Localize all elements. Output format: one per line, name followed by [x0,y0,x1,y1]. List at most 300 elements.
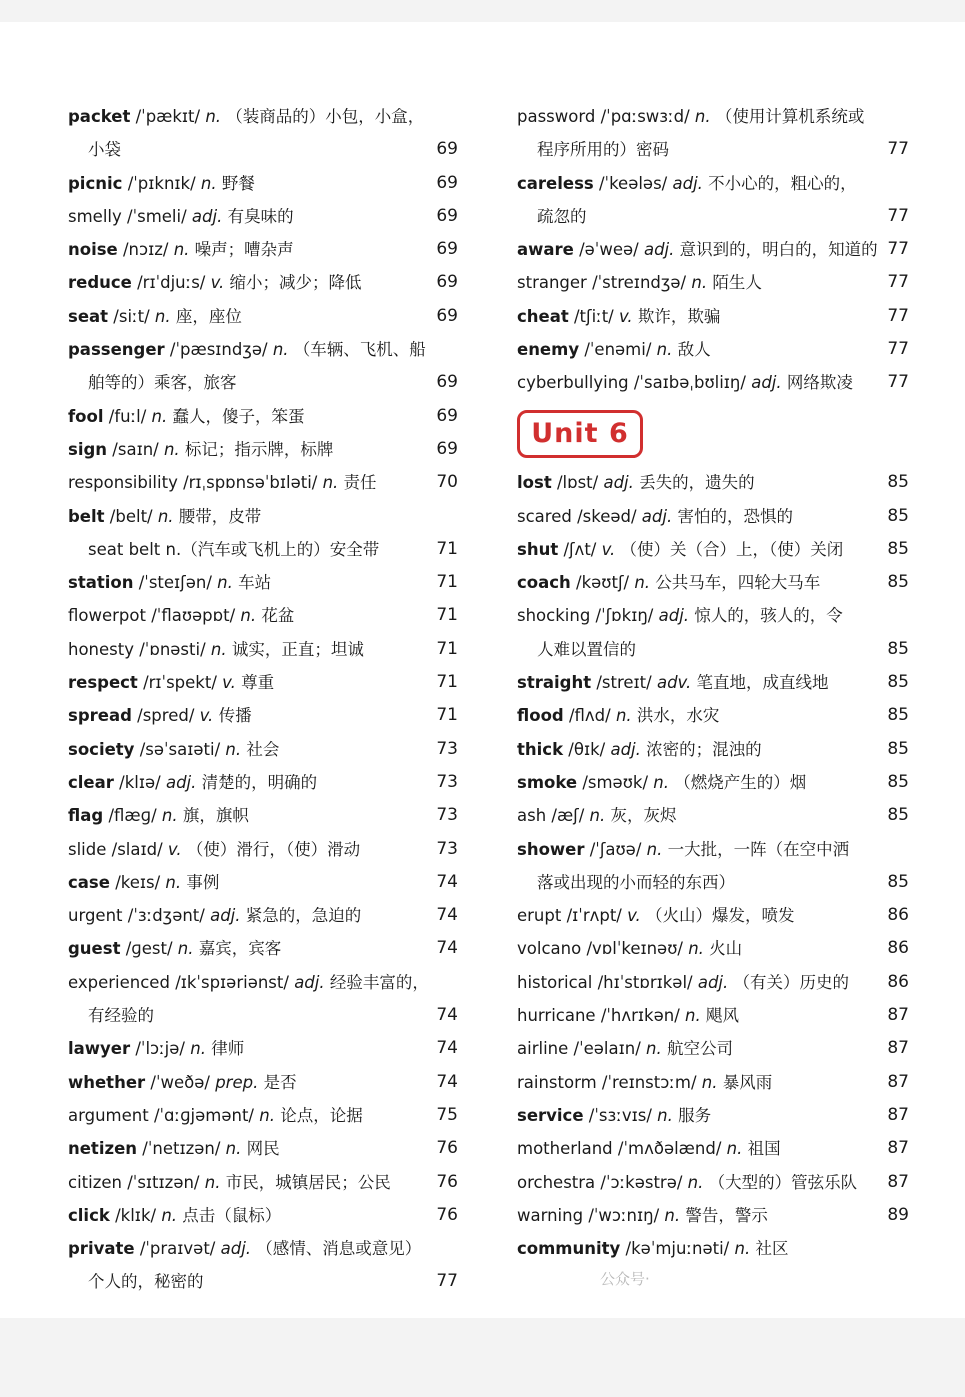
phonetic: /belt/ [109,506,153,526]
vocab-entry-continuation [68,1265,458,1298]
page-number: 85 [887,538,909,559]
definition: 花盆 [261,606,295,626]
vocab-entry [68,799,458,832]
part-of-speech: v. [601,539,616,559]
headword: service [517,1105,584,1125]
phonetic: /ˈpɪknɪk/ [127,173,196,193]
vocab-entry [517,899,909,932]
part-of-speech: v. [210,273,225,293]
definition: 旗，旗帜 [182,806,249,826]
part-of-speech: adj. [165,772,197,792]
vocab-entry-continuation [517,633,909,666]
phonetic: /ˈsteɪʃən/ [138,573,212,593]
headword: lawyer [68,1039,131,1059]
definition: 嘉宾，宾客 [198,939,282,959]
part-of-speech: adj. [210,906,241,926]
definition: 陌生人 [712,273,762,293]
entry-text [517,1132,781,1165]
entry-continuation-text: 人难以置信的 [537,639,636,659]
definition: 网络欺凌 [786,373,853,393]
vocabulary-page [0,22,965,1318]
vocab-entry [517,366,909,399]
entry-text [68,167,255,200]
headword: citizen [68,1172,122,1192]
part-of-speech: n. [161,806,178,826]
part-of-speech: n. [653,772,669,792]
phonetic: /ˈkeələs/ [598,173,668,193]
entry-text [517,932,742,965]
phonetic: /spred/ [137,706,195,726]
entry-text [517,833,849,866]
phonetic: /sməʊk/ [582,772,649,792]
page-number: 85 [887,638,909,659]
page-number: 69 [436,172,458,193]
headword: case [68,872,110,892]
part-of-speech: n. [691,273,708,293]
phonetic: /ˈlɔːjə/ [135,1039,185,1059]
part-of-speech: n. [173,240,190,260]
vocab-entry [68,300,458,333]
definition: （有关）历史的 [733,972,850,992]
phonetic: /ˈhʌrɪkən/ [600,1006,680,1026]
vocab-entry [517,167,909,200]
phonetic: /skeəd/ [577,506,637,526]
part-of-speech: n. [157,506,174,526]
page-number: 85 [887,672,909,693]
part-of-speech: adj. [220,1239,252,1259]
headword: urgent [68,906,123,926]
page-number: 69 [436,139,458,160]
entry-text [68,333,426,366]
headword: responsibility [68,473,178,493]
definition: 蠢人，傻子，笨蛋 [172,406,305,426]
page-number: 74 [436,938,458,959]
phonetic: /ˈstreɪndʒə/ [592,273,687,293]
headword: careless [517,173,594,193]
entry-text [68,400,305,433]
page-number: 74 [436,1071,458,1092]
headword: shocking [517,606,591,626]
headword: ash [517,806,547,826]
entry-text [68,733,279,766]
vocab-entry [68,1232,458,1265]
entry-text [517,1099,711,1132]
headword: shower [517,839,585,859]
headword: seat [68,306,109,326]
entry-text [68,666,274,699]
phonetic: /ˈɜːdʒənt/ [127,906,205,926]
definition: 灰，灰烬 [610,806,677,826]
part-of-speech: n. [161,1205,178,1225]
definition: 祖国 [747,1139,781,1159]
entry-continuation-text: 疏忽的 [537,206,587,226]
entry-text [517,333,711,366]
phonetic: /saɪn/ [112,439,159,459]
phonetic: /kəʊtʃ/ [576,573,630,593]
part-of-speech: adj. [191,206,223,226]
phonetic: /siːt/ [113,306,150,326]
phonetic: /ɡest/ [125,939,173,959]
page-number: 69 [436,438,458,459]
definition: 惊人的，骇人的，令 [694,606,843,626]
phonetic: /slaɪd/ [111,839,163,859]
page-number: 76 [436,1171,458,1192]
part-of-speech: n. [272,340,289,360]
entry-text [517,666,828,699]
part-of-speech: adj. [672,173,703,193]
entry-text [68,1199,281,1232]
vocab-entry [68,100,458,133]
phonetic: /ɪˈrʌpt/ [566,906,622,926]
headword: erupt [517,906,562,926]
page-number: 77 [887,239,909,260]
definition: 标记；指示牌，标牌 [184,439,334,459]
vocab-entry [68,899,458,932]
page-number: 77 [887,139,909,160]
page-number: 69 [436,405,458,426]
vocab-entry [68,633,458,666]
page-number: 69 [436,272,458,293]
entry-text [517,300,720,333]
vocab-entry [517,333,909,366]
headword: aware [517,240,574,260]
part-of-speech: adv. [656,673,692,693]
phonetic: /vɒlˈkeɪnəʊ/ [586,939,683,959]
page-number: 76 [436,1138,458,1159]
definition: 诚实，正直；坦诚 [231,639,364,659]
vocab-entry [517,266,909,299]
phonetic: /ˈsmeli/ [127,206,187,226]
vocab-entry [517,466,909,499]
entry-text [68,866,219,899]
vocab-entry [517,1232,909,1265]
definition: （感情、消息或意见） [256,1239,422,1259]
vocab-entry [68,699,458,732]
vocab-entry [517,100,909,133]
vocab-entry [68,1032,458,1065]
entry-text [517,366,853,399]
entry-text [517,1199,768,1232]
definition: 害怕的，恐惧的 [677,506,793,526]
unit-label: Unit 6 [531,417,629,449]
phonetic: /rɪˈspekt/ [143,673,217,693]
entry-text [68,200,294,233]
definition: 欺诈，欺骗 [637,306,721,326]
entry-text [517,1066,772,1099]
page-number: 71 [436,705,458,726]
definition: 腰带，皮带 [178,506,262,526]
entry-text [68,699,252,732]
entry-text [68,1032,244,1065]
definition: 噪声；嘈杂声 [194,240,294,260]
headword: orchestra [517,1172,596,1192]
entry-text [68,266,362,299]
vocab-entry [517,999,909,1032]
vocab-entry [68,932,458,965]
entry-text [68,799,249,832]
headword: respect [68,673,138,693]
page-number: 71 [436,572,458,593]
phonetic: /hɪˈstɒrɪkəl/ [597,972,693,992]
part-of-speech: n. [200,173,217,193]
page-number: 74 [436,1038,458,1059]
page-number: 87 [887,1005,909,1026]
entry-text [517,100,864,133]
vocab-entry [68,733,458,766]
page-number: 70 [436,472,458,493]
entry-text [68,566,271,599]
headword: historical [517,972,593,992]
phonetic: /ˈpækɪt/ [135,107,201,126]
part-of-speech: n. [204,1172,221,1192]
definition: 社会 [246,739,280,759]
part-of-speech: n. [240,606,257,626]
vocab-entry-continuation [68,999,458,1032]
page-number: 71 [436,605,458,626]
vocab-entry [517,932,909,965]
definition: 笔直地，成直线地 [696,673,829,693]
phonetic: /klɪə/ [119,772,161,792]
part-of-speech: v. [627,906,641,926]
headword: password [517,107,596,126]
definition: （装商品的）小包，小盒， [226,107,425,126]
vocab-entry-continuation [68,133,458,166]
definition: 丢失的，遗失的 [639,473,755,493]
definition: 航空公司 [666,1039,733,1059]
entry-text [517,899,795,932]
headword: belt [68,506,105,526]
headword: picnic [68,173,123,193]
entry-text [68,833,360,866]
definition: 车站 [238,573,272,593]
phonetic: /ˈʃɒkɪŋ/ [595,606,654,626]
entry-text [88,1265,204,1298]
headword: honesty [68,639,134,659]
bottom-margin-band [0,1318,965,1397]
part-of-speech: n. [177,939,194,959]
headword: enemy [517,340,580,360]
headword: smelly [68,206,122,226]
page-number: 87 [887,1138,909,1159]
page-number: 69 [436,372,458,393]
definition: 敌人 [677,340,711,360]
part-of-speech: n. [656,340,673,360]
part-of-speech: n. [165,872,182,892]
entry-text [517,566,820,599]
part-of-speech: n. [205,107,222,126]
vocab-entry-continuation [68,366,458,399]
part-of-speech: n. [615,706,632,726]
vocab-entry [68,866,458,899]
part-of-speech: v. [167,839,182,859]
part-of-speech: n. [217,573,233,593]
left-column [68,100,458,1299]
vocab-entry [517,733,909,766]
entry-text [537,200,587,233]
vocab-entry [517,1132,909,1165]
part-of-speech: n. [664,1205,681,1225]
entry-text [68,899,361,932]
phonetic: /ˈɔːkəstrə/ [600,1172,683,1192]
headword: thick [517,739,564,759]
page-number: 89 [887,1204,909,1225]
page-number: 74 [436,1005,458,1026]
headword: straight [517,673,592,693]
definition: 火山 [709,939,743,959]
vocab-entry [517,500,909,533]
part-of-speech: n. [685,1006,701,1026]
page-number: 71 [436,638,458,659]
headword: guest [68,939,121,959]
page-number: 77 [887,372,909,393]
phonetic: /ˈenəmi/ [584,340,652,360]
definition: （火山）爆发，喷发 [646,906,795,926]
headword: volcano [517,939,582,959]
vocab-entry [517,666,909,699]
part-of-speech: n. [225,1139,242,1159]
headword: motherland [517,1139,613,1159]
vocab-entry [68,333,458,366]
vocab-entry [68,966,458,999]
page-number: 77 [887,272,909,293]
vocab-entry [68,1099,458,1132]
page-number: 73 [436,738,458,759]
vocab-entry [68,599,458,632]
headword: cheat [517,306,569,326]
vocab-entry [517,699,909,732]
part-of-speech: adj. [603,473,634,493]
part-of-speech: n. [322,473,339,493]
entry-text [517,799,677,832]
part-of-speech: n. [726,1139,743,1159]
definition: 传播 [218,706,252,726]
phonetic: /rɪˌspɒnsəˈbɪləti/ [183,473,318,493]
phonetic: /ˈmʌðəlænd/ [617,1139,722,1159]
phonetic: /ˈsɜːvɪs/ [588,1105,652,1125]
entry-text [88,366,237,399]
headword: scared [517,506,572,526]
phonetic: /ˈʃaʊə/ [589,839,642,859]
phonetic: /tʃiːt/ [574,306,614,326]
headword: fool [68,406,104,426]
vocab-entry [68,466,458,499]
definition: （使）滑行，（使）滑动 [186,839,361,859]
phonetic: /ˈweðə/ [150,1072,210,1092]
phonetic: /flʌd/ [568,706,611,726]
part-of-speech: n. [151,406,168,426]
vocab-entry [68,833,458,866]
definition: 不小心的，粗心的， [708,173,857,193]
entry-text [537,866,735,899]
part-of-speech: v. [199,706,214,726]
entry-text [88,133,121,166]
entry-text [517,999,739,1032]
definition: （大型的）管弦乐队 [708,1172,858,1192]
phonetic: /ˈɑːɡjəmənt/ [153,1105,254,1125]
part-of-speech: n. [210,639,227,659]
right-column-top [517,100,909,400]
vocab-entry [68,400,458,433]
page-number: 86 [887,905,909,926]
page-number: 85 [887,505,909,526]
page-number: 86 [887,938,909,959]
part-of-speech: n. [646,1039,662,1059]
vocab-entry [517,1066,909,1099]
definition: 座，座位 [175,306,242,326]
part-of-speech: n. [259,1105,275,1125]
entry-text [517,766,806,799]
page-number: 85 [887,705,909,726]
page-number: 85 [887,472,909,493]
definition: 有臭味的 [227,206,294,226]
vocab-entry [68,433,458,466]
page-number: 75 [436,1104,458,1125]
part-of-speech: n. [154,306,171,326]
entry-text [68,233,294,266]
entry-text [517,466,755,499]
headword: netizen [68,1139,138,1159]
entry-text [68,766,317,799]
part-of-speech: n. [190,1039,206,1059]
page-number: 71 [436,538,458,559]
vocab-entry [517,1032,909,1065]
definition: （燃烧产生的）烟 [674,772,807,792]
page-number: 85 [887,805,909,826]
phonetic: /lɒst/ [556,473,599,493]
entry-text [517,699,719,732]
headword: rainstorm [517,1072,597,1092]
entry-text [68,466,377,499]
phonetic: /ˈpɑːswɜːd/ [600,107,690,126]
part-of-speech: prep. [215,1072,259,1092]
vocab-entry [68,266,458,299]
definition: 点击（鼠标） [182,1205,282,1225]
part-of-speech: adj. [643,240,675,260]
part-of-speech: v. [222,673,236,693]
headword: noise [68,240,118,260]
phonetic: /flæɡ/ [108,806,157,826]
part-of-speech: n. [701,1072,718,1092]
vocab-entry [517,533,909,566]
definition: 意识到的，明白的，知道的 [679,240,878,260]
page-number: 77 [887,205,909,226]
phonetic: /ˈsɪtɪzən/ [127,1172,200,1192]
part-of-speech: n. [657,1105,673,1125]
page-number: 85 [887,771,909,792]
phonetic: /æʃ/ [551,806,585,826]
entry-text [88,999,154,1032]
part-of-speech: adj. [697,972,729,992]
page-number: 74 [436,905,458,926]
definition: 一大批，一阵（在空中洒 [667,839,850,859]
vocab-entry [517,1199,909,1232]
page-number: 76 [436,1204,458,1225]
vocab-entry-continuation [517,866,909,899]
entry-text [537,633,636,666]
vocab-entry-continuation [517,133,909,166]
headword: experienced [68,972,170,992]
entry-text [68,1099,363,1132]
phonetic: /ˈpæsɪndʒə/ [169,340,268,360]
definition: 洪水，水灾 [636,706,720,726]
phonetic: /nɔɪz/ [123,240,169,260]
right-column-bottom [517,466,909,1265]
page-number: 85 [887,572,909,593]
definition: 论点，论据 [280,1105,363,1125]
entry-text [68,433,333,466]
vocab-entry [517,599,909,632]
entry-continuation-text: 程序所用的）密码 [537,140,669,160]
